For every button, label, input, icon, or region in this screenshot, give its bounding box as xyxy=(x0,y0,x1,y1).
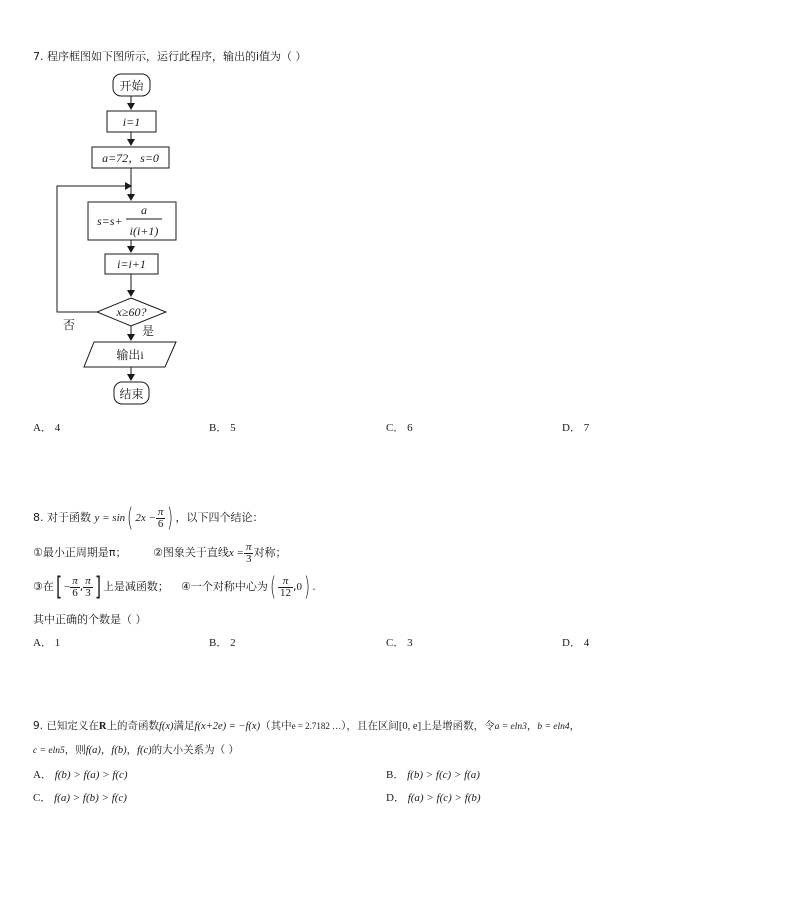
q8-conclusion-2: ②图象关于直线x = $\frac{\pi}{3}$ 对称； xyxy=(153,540,287,565)
q9-line-1: 9. 已知定义在R上的奇函数f(x)满足f(x+2e) = −f(x)（其中e = 2.7182 …），且在区间[0, e]上是增函数，令a = eln3，b = eln4， xyxy=(33,720,581,732)
q7-option-c[interactable]: C． 6 xyxy=(386,422,413,434)
q7-option-b[interactable]: B． 5 xyxy=(209,422,236,434)
q7-option-d[interactable]: D． 7 xyxy=(562,422,590,434)
q7-flowchart xyxy=(0,0,794,420)
flow-as-init-label: a=72，s=0 xyxy=(102,151,159,165)
q8-option-b[interactable]: B． 2 xyxy=(209,637,236,649)
flow-s-lhs-label: s=s+ xyxy=(97,214,123,228)
flow-loop-line xyxy=(57,186,131,312)
flow-yes-label: 是 xyxy=(142,324,155,338)
q9-option-d[interactable]: D． f(a) > f(c) > f(b) xyxy=(386,792,481,804)
flow-s-den-label: i(i+1) xyxy=(129,224,159,238)
q8-conclusion-4: ④一个对称中心为( $\frac{\pi}{12}$ ,0) . xyxy=(181,572,316,602)
flow-i-init-label: i=1 xyxy=(122,115,141,129)
flow-cond-label: x≥60? xyxy=(116,305,147,319)
q9-line-2: c = eln5，则f(a)，f(b)，f(c)的大小关系为（ ） xyxy=(33,744,239,756)
flow-s-num-label: a xyxy=(141,203,147,217)
q8-option-d[interactable]: D． 4 xyxy=(562,637,590,649)
flow-start-label: 开始 xyxy=(119,79,144,93)
q8-option-c[interactable]: C． 3 xyxy=(386,637,413,649)
q7-option-a[interactable]: A． 4 xyxy=(33,422,61,434)
q7-stem: 7. 程序框图如下图所示，运行此程序，输出的i值为（ ） xyxy=(33,50,307,63)
flow-no-label: 否 xyxy=(63,318,76,332)
q9-option-a[interactable]: A． f(b) > f(a) > f(c) xyxy=(33,769,128,781)
flow-inc-label: i=i+1 xyxy=(117,257,146,271)
q8-stem: 8. 对于函数 y = sin( 2x − $\frac{\pi}{6}$ ) ，以下四个结论： xyxy=(33,503,264,533)
flow-output-label: 输出i xyxy=(116,348,144,362)
q9-option-c[interactable]: C． f(a) > f(b) > f(c) xyxy=(33,792,127,804)
q8-option-a[interactable]: A． 1 xyxy=(33,637,61,649)
q8-conclusion-1: ①最小正周期是π； xyxy=(33,546,127,559)
q9-option-b[interactable]: B． f(b) > f(c) > f(a) xyxy=(386,769,480,781)
q8-conclusion-3: ③在[ − $\frac{\pi}{6}$ , $\frac{\pi}{3}$ ] 上是减函数； xyxy=(33,572,169,602)
flow-end-label: 结束 xyxy=(119,387,144,401)
q8-ask: 其中正确的个数是（ ） xyxy=(33,613,147,626)
